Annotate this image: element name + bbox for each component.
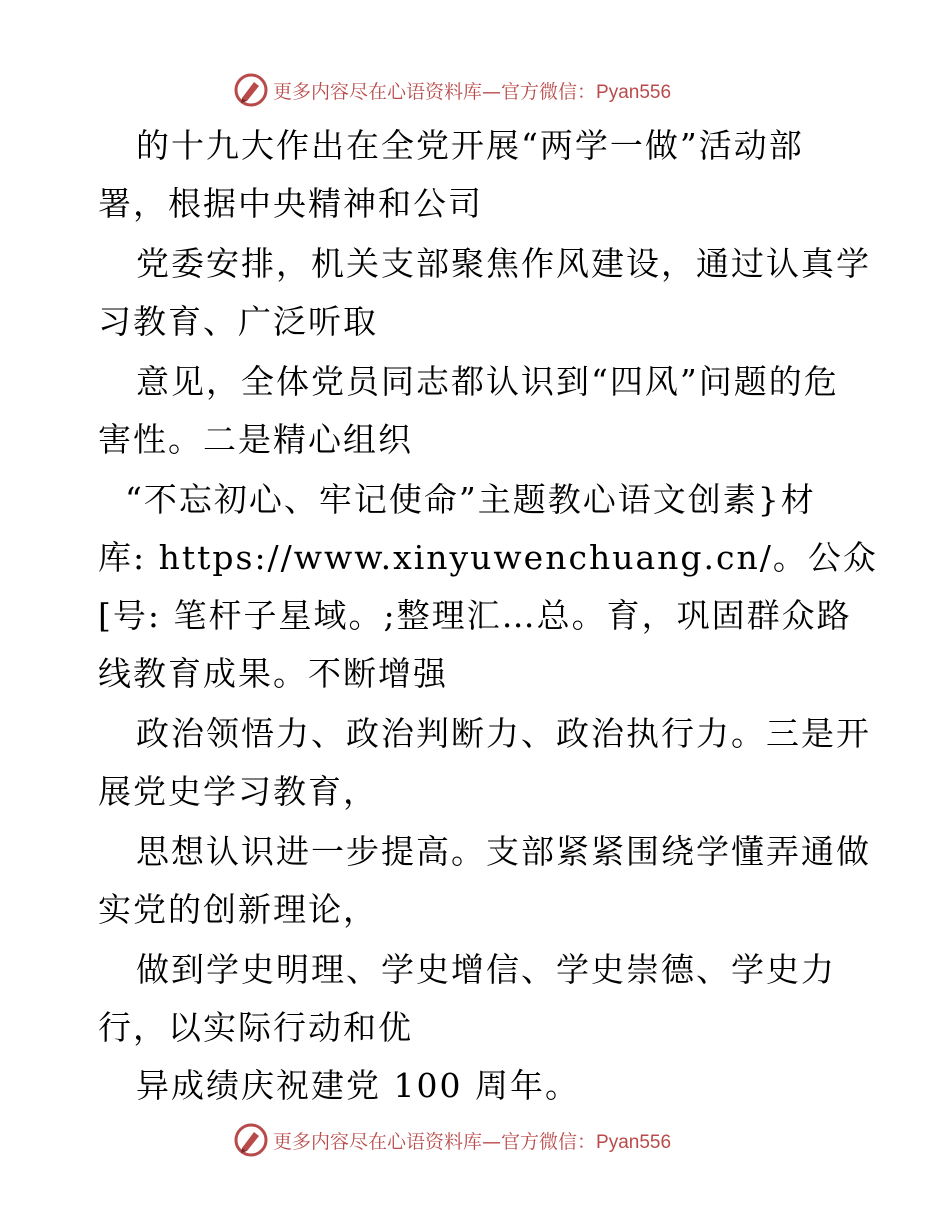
text-line: 的十九大作出在全党开展“两学一做”活动部	[136, 126, 804, 165]
banner-text: 更多内容尽在心语资料库—官方微信：Pyan556	[273, 1130, 672, 1153]
text-line: 思想认识进一步提高。支部紧紧围绕学懂弄通做	[136, 832, 871, 871]
footer-banner	[0, 1120, 950, 1160]
text-line: 意见，全体党员同志都认识到“四风”问题的危	[136, 362, 839, 401]
text-line: 异成绩庆祝建党 100 周年。	[136, 1066, 580, 1105]
text-line: 做到学史明理、学史增信、学史崇德、学史力	[136, 950, 836, 989]
header-banner	[0, 70, 950, 110]
text-line: 库: https://www.xinyuwenchuang.cn/。公众	[98, 538, 878, 577]
text-line: 政治领悟力、政治判断力、政治执行力。三是开	[136, 714, 871, 753]
banner-content	[233, 70, 671, 110]
text-line: 实党的创新理论，	[98, 890, 378, 929]
wechat-handle: Pyan556	[596, 81, 672, 103]
text-line: “不忘初心、牢记使命”主题教心语文创素}材	[125, 480, 816, 519]
pen-circle-logo-icon	[233, 72, 269, 108]
text-line: 署，根据中央精神和公司	[98, 184, 483, 223]
text-line: 展党史学习教育，	[98, 772, 378, 811]
text-line: 线教育成果。不断增强	[98, 654, 448, 693]
pen-circle-logo-icon	[233, 1122, 269, 1158]
wechat-handle: Pyan556	[596, 1131, 672, 1153]
text-line: [号: 笔杆子星域。;整理汇…总。育，巩固群众路	[98, 596, 852, 635]
text-line: 党委安排，机关支部聚焦作风建设，通过认真学	[136, 244, 871, 283]
banner-content	[233, 1120, 671, 1160]
text-line: 习教育、广泛听取	[98, 302, 378, 341]
text-line: 行，以实际行动和优	[98, 1008, 413, 1047]
text-line: 害性。二是精心组织	[98, 420, 413, 459]
banner-text: 更多内容尽在心语资料库—官方微信：Pyan556	[273, 80, 672, 103]
